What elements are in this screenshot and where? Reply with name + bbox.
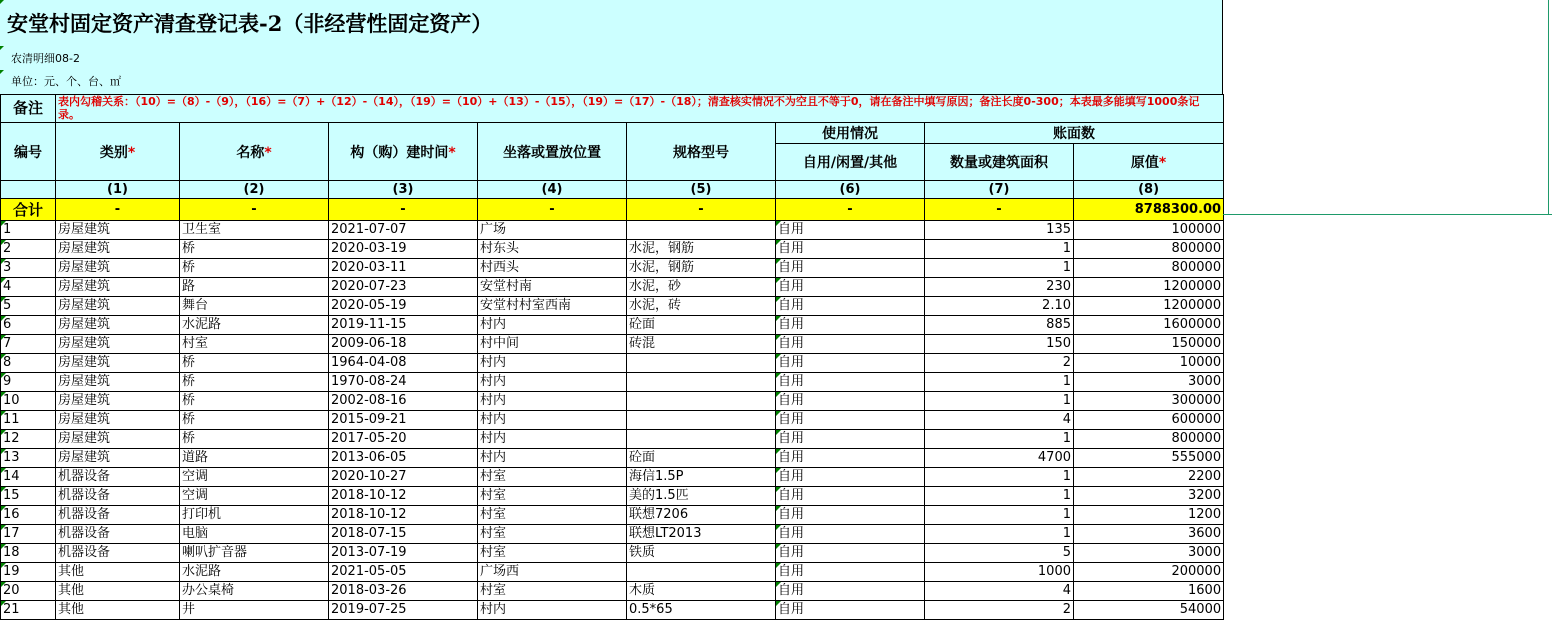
cell-value[interactable]: 200000 [1074,563,1224,582]
table-row [1,601,1224,620]
cell-build-time[interactable]: 2013-07-19 [329,544,478,563]
cell-category[interactable]: 机器设备 [56,487,180,506]
cell-qty[interactable]: 1 [925,259,1074,278]
cell-value[interactable]: 1600 [1074,582,1224,601]
index-cell-empty[interactable] [1,181,56,199]
cell-category[interactable]: 房屋建筑 [56,373,180,392]
table-row [1,544,1224,563]
cell-value[interactable]: 600000 [1074,411,1224,430]
cell-build-time[interactable]: 2018-10-12 [329,487,478,506]
cell-no[interactable]: 18 [1,544,56,563]
index-cell[interactable]: (1) [56,181,180,199]
table-row [1,240,1224,259]
table-row [1,354,1224,373]
cell-category[interactable]: 房屋建筑 [56,354,180,373]
table-row [1,449,1224,468]
cell-spec[interactable] [627,563,776,582]
cell-build-time[interactable]: 2018-10-12 [329,506,478,525]
cell-usage[interactable]: 自用 [776,221,925,240]
total-cell[interactable]: - [627,199,776,221]
col-header-build-time[interactable] [329,123,478,181]
cell-name[interactable]: 空调 [180,487,329,506]
cell-location[interactable]: 村内 [478,411,627,430]
cell-location[interactable]: 村内 [478,316,627,335]
cell-qty[interactable]: 2 [925,354,1074,373]
cell-name[interactable]: 办公桌椅 [180,582,329,601]
cell-qty[interactable]: 4700 [925,449,1074,468]
col-header-no[interactable]: 编号 [1,123,56,181]
cell-no[interactable]: 4 [1,278,56,297]
cell-name[interactable]: 桥 [180,392,329,411]
total-cell[interactable]: - [329,199,478,221]
col-header-spec[interactable]: 规格型号 [627,123,776,181]
cell-name[interactable]: 水泥路 [180,563,329,582]
cell-value[interactable]: 1200 [1074,506,1224,525]
cell-qty[interactable]: 1 [925,525,1074,544]
cell-category[interactable]: 房屋建筑 [56,259,180,278]
cell-location[interactable]: 村内 [478,449,627,468]
cell-build-time[interactable]: 1964-04-08 [329,354,478,373]
cell-category[interactable]: 其他 [56,601,180,620]
required-mark: * [1158,155,1167,171]
cell-name[interactable]: 道路 [180,449,329,468]
cell-name[interactable]: 井 [180,601,329,620]
cell-spec[interactable]: 铁质 [627,544,776,563]
cell-category[interactable]: 房屋建筑 [56,449,180,468]
cell-value[interactable]: 54000 [1074,601,1224,620]
cell-name[interactable]: 卫生室 [180,221,329,240]
cell-name[interactable]: 舞台 [180,297,329,316]
total-cell[interactable]: - [478,199,627,221]
cell-spec[interactable] [627,411,776,430]
cell-name[interactable]: 水泥路 [180,316,329,335]
cell-qty[interactable]: 1 [925,373,1074,392]
index-cell[interactable]: (3) [329,181,478,199]
cell-no[interactable]: 6 [1,316,56,335]
cell-value[interactable]: 800000 [1074,240,1224,259]
cell-spec[interactable]: 木质 [627,582,776,601]
cell-spec[interactable] [627,392,776,411]
cell-build-time[interactable]: 2013-06-05 [329,449,478,468]
cell-name[interactable]: 打印机 [180,506,329,525]
cell-category[interactable]: 房屋建筑 [56,392,180,411]
table-row [1,297,1224,316]
cell-no[interactable]: 1 [1,221,56,240]
cell-location[interactable]: 村室 [478,525,627,544]
cell-build-time[interactable]: 2020-07-23 [329,278,478,297]
cell-qty[interactable]: 5 [925,544,1074,563]
cell-usage[interactable]: 自用 [776,411,925,430]
cell-usage[interactable]: 自用 [776,392,925,411]
col-header-category-label: 类别 [99,144,128,161]
cell-build-time[interactable]: 2009-06-18 [329,335,478,354]
cell-build-time[interactable]: 2021-05-05 [329,563,478,582]
total-cell[interactable]: - [56,199,180,221]
cell-usage[interactable]: 自用 [776,544,925,563]
cell-location[interactable]: 村室 [478,487,627,506]
total-row [1,199,1224,221]
cell-category[interactable]: 机器设备 [56,544,180,563]
cell-spec[interactable]: 联想LT2013 [627,525,776,544]
cell-qty[interactable]: 4 [925,411,1074,430]
table-row [1,373,1224,392]
cell-usage[interactable]: 自用 [776,449,925,468]
cell-name[interactable]: 村室 [180,335,329,354]
cell-build-time[interactable]: 2018-03-26 [329,582,478,601]
cell-category[interactable]: 房屋建筑 [56,316,180,335]
cell-location[interactable]: 村中间 [478,335,627,354]
table-row [1,316,1224,335]
cell-value[interactable]: 150000 [1074,335,1224,354]
cell-name[interactable]: 桥 [180,259,329,278]
required-mark: * [127,144,136,161]
cell-value[interactable]: 3600 [1074,525,1224,544]
cell-location[interactable]: 村室 [478,544,627,563]
cell-qty[interactable]: 4 [925,582,1074,601]
cell-category[interactable]: 机器设备 [56,506,180,525]
table-row [1,335,1224,354]
cell-usage[interactable]: 自用 [776,316,925,335]
cell-qty[interactable]: 135 [925,221,1074,240]
cell-no[interactable]: 13 [1,449,56,468]
index-cell[interactable]: (5) [627,181,776,199]
col-header-value[interactable] [1074,144,1224,181]
cell-build-time[interactable]: 2019-07-25 [329,601,478,620]
note-row [1,95,1224,123]
table-row [1,582,1224,601]
cell-location[interactable]: 广场西 [478,563,627,582]
cell-spec[interactable]: 联想7206 [627,506,776,525]
cell-no[interactable]: 17 [1,525,56,544]
cell-qty[interactable]: 230 [925,278,1074,297]
col-group-usage[interactable]: 使用情况 [776,123,925,144]
col-group-book[interactable]: 账面数 [925,123,1224,144]
cell-no[interactable]: 15 [1,487,56,506]
cell-value[interactable]: 3000 [1074,544,1224,563]
grid-line [1223,214,1552,215]
cell-value[interactable]: 100000 [1074,221,1224,240]
note-text[interactable]: 表内勾稽关系：（10）=（8）-（9），（16）=（7）+（12）-（14），（19）=（10）+（13）-（15），（19）=（17）-（18）；清查核实情况不为空且不等于0，请在备注中填写原因；备注长度0-300；本表最多能填写1000条记录。 [56,95,1224,123]
cell-build-time[interactable]: 2021-07-07 [329,221,478,240]
col-header-value-label: 原值 [1130,155,1159,171]
total-label[interactable]: 合计 [1,199,56,221]
cell-usage[interactable]: 自用 [776,297,925,316]
col-header-build-time-label: 构（购）建时间 [350,144,449,161]
cell-location[interactable]: 村内 [478,354,627,373]
cell-spec[interactable]: 美的1.5匹 [627,487,776,506]
cell-spec[interactable] [627,373,776,392]
cell-value[interactable]: 10000 [1074,354,1224,373]
cell-name[interactable]: 电脑 [180,525,329,544]
cell-category[interactable]: 房屋建筑 [56,297,180,316]
cell-category[interactable]: 机器设备 [56,468,180,487]
cell-no[interactable]: 14 [1,468,56,487]
cell-category[interactable]: 房屋建筑 [56,221,180,240]
cell-location[interactable]: 村内 [478,601,627,620]
cell-usage[interactable]: 自用 [776,525,925,544]
cell-value[interactable]: 3200 [1074,487,1224,506]
asset-table [0,94,1224,620]
cell-qty[interactable]: 1 [925,487,1074,506]
cell-spec[interactable]: 水泥，砖 [627,297,776,316]
cell-category[interactable]: 房屋建筑 [56,430,180,449]
index-cell[interactable]: (6) [776,181,925,199]
cell-qty[interactable]: 2.10 [925,297,1074,316]
total-cell[interactable]: - [776,199,925,221]
required-mark: * [264,144,272,161]
cell-name[interactable]: 桥 [180,240,329,259]
cell-usage[interactable]: 自用 [776,278,925,297]
cell-location[interactable]: 村室 [478,582,627,601]
table-row [1,525,1224,544]
cell-category[interactable]: 其他 [56,563,180,582]
total-value[interactable]: 8788300.00 [1074,199,1224,221]
cell-qty[interactable]: 1 [925,430,1074,449]
index-cell[interactable]: (8) [1074,181,1224,199]
cell-build-time[interactable]: 2017-05-20 [329,430,478,449]
cell-no[interactable]: 20 [1,582,56,601]
cell-qty[interactable]: 885 [925,316,1074,335]
cell-category[interactable]: 房屋建筑 [56,411,180,430]
cell-usage[interactable]: 自用 [776,468,925,487]
cell-usage[interactable]: 自用 [776,601,925,620]
sheet-header [0,0,1223,94]
cell-name[interactable]: 桥 [180,354,329,373]
cell-usage[interactable]: 自用 [776,259,925,278]
cell-name[interactable]: 桥 [180,373,329,392]
cell-no[interactable]: 12 [1,430,56,449]
cell-qty[interactable]: 1 [925,240,1074,259]
cell-build-time[interactable]: 2018-07-15 [329,525,478,544]
cell-spec[interactable]: 砼面 [627,449,776,468]
cell-location[interactable]: 村内 [478,430,627,449]
cell-spec[interactable] [627,354,776,373]
cell-location[interactable]: 安堂村南 [478,278,627,297]
cell-build-time[interactable]: 1970-08-24 [329,373,478,392]
cell-spec[interactable]: 水泥，钢筋 [627,240,776,259]
cell-value[interactable]: 1200000 [1074,278,1224,297]
col-header-location[interactable]: 坐落或置放位置 [478,123,627,181]
cell-name[interactable]: 喇叭扩音器 [180,544,329,563]
cell-location[interactable]: 村室 [478,468,627,487]
cell-location[interactable]: 村内 [478,392,627,411]
cell-value[interactable]: 1200000 [1074,297,1224,316]
cell-spec[interactable] [627,221,776,240]
cell-usage[interactable]: 自用 [776,430,925,449]
cell-no[interactable]: 3 [1,259,56,278]
col-header-usage[interactable]: 自用/闲置/其他 [776,144,925,181]
cell-build-time[interactable]: 2002-08-16 [329,392,478,411]
cell-value[interactable]: 300000 [1074,392,1224,411]
cell-category[interactable]: 房屋建筑 [56,335,180,354]
cell-no[interactable]: 7 [1,335,56,354]
cell-usage[interactable]: 自用 [776,582,925,601]
cell-usage[interactable]: 自用 [776,487,925,506]
cell-no[interactable]: 8 [1,354,56,373]
cell-no[interactable]: 5 [1,297,56,316]
cell-spec[interactable]: 水泥，砂 [627,278,776,297]
cell-usage[interactable]: 自用 [776,506,925,525]
cell-qty[interactable]: 1000 [925,563,1074,582]
cell-value[interactable]: 555000 [1074,449,1224,468]
cell-value[interactable]: 3000 [1074,373,1224,392]
cell-qty[interactable]: 2 [925,601,1074,620]
cell-qty[interactable]: 1 [925,392,1074,411]
cell-spec[interactable]: 海信1.5P [627,468,776,487]
cell-name[interactable]: 桥 [180,411,329,430]
header-row [1,123,1224,144]
total-cell[interactable]: - [925,199,1074,221]
cell-location[interactable]: 村东头 [478,240,627,259]
table-row [1,487,1224,506]
index-cell[interactable]: (2) [180,181,329,199]
cell-category[interactable]: 其他 [56,582,180,601]
required-mark: * [448,144,456,161]
cell-category[interactable]: 房屋建筑 [56,278,180,297]
table-row [1,221,1224,240]
cell-location[interactable]: 安堂村村室西南 [478,297,627,316]
index-row [1,181,1224,199]
form-code[interactable]: 农清明细08-2 [0,46,1222,70]
table-row [1,278,1224,297]
cell-value[interactable]: 2200 [1074,468,1224,487]
cell-location[interactable]: 村内 [478,373,627,392]
cell-name[interactable]: 桥 [180,430,329,449]
cell-category[interactable]: 机器设备 [56,525,180,544]
cell-qty[interactable]: 150 [925,335,1074,354]
table-row [1,506,1224,525]
cell-spec[interactable]: 砖混 [627,335,776,354]
cell-spec[interactable]: 水泥，钢筋 [627,259,776,278]
cell-no[interactable]: 11 [1,411,56,430]
table-body [1,221,1224,620]
note-label[interactable]: 备注 [1,95,56,123]
cell-usage[interactable]: 自用 [776,240,925,259]
cell-qty[interactable]: 1 [925,506,1074,525]
cell-spec[interactable]: 砼面 [627,316,776,335]
cell-location[interactable]: 村室 [478,506,627,525]
col-header-name[interactable] [180,123,329,181]
col-header-qty[interactable]: 数量或建筑面积 [925,144,1074,181]
cell-category[interactable]: 房屋建筑 [56,240,180,259]
cell-build-time[interactable]: 2015-09-21 [329,411,478,430]
cell-usage[interactable]: 自用 [776,335,925,354]
page-title[interactable]: 安堂村固定资产清查登记表-2（非经营性固定资产） [7,11,493,36]
cell-usage[interactable]: 自用 [776,373,925,392]
cell-no[interactable]: 2 [1,240,56,259]
cell-value[interactable]: 800000 [1074,259,1224,278]
cell-no[interactable]: 19 [1,563,56,582]
table-row [1,411,1224,430]
cell-qty[interactable]: 1 [925,468,1074,487]
cell-build-time[interactable]: 2020-05-19 [329,297,478,316]
table-row [1,259,1224,278]
table-row [1,468,1224,487]
table-row [1,430,1224,449]
col-header-category[interactable] [56,123,180,181]
cell-usage[interactable]: 自用 [776,563,925,582]
index-cell[interactable]: (4) [478,181,627,199]
cell-no[interactable]: 21 [1,601,56,620]
cell-build-time[interactable]: 2020-03-19 [329,240,478,259]
cell-usage[interactable]: 自用 [776,354,925,373]
cell-value[interactable]: 800000 [1074,430,1224,449]
table-row [1,563,1224,582]
cell-no[interactable]: 10 [1,392,56,411]
index-cell[interactable]: (7) [925,181,1074,199]
cell-no[interactable]: 16 [1,506,56,525]
col-header-name-label: 名称 [236,144,265,161]
cell-build-time[interactable]: 2020-10-27 [329,468,478,487]
unit-label[interactable]: 单位：元、个、台、㎡ [0,70,1222,94]
table-row [1,392,1224,411]
cell-build-time[interactable]: 2020-03-11 [329,259,478,278]
cell-location[interactable]: 村西头 [478,259,627,278]
cell-spec[interactable]: 0.5*65 [627,601,776,620]
cell-no[interactable]: 9 [1,373,56,392]
total-cell[interactable]: - [180,199,329,221]
cell-name[interactable]: 空调 [180,468,329,487]
grid-line [1548,0,1549,214]
cell-spec[interactable] [627,430,776,449]
cell-location[interactable]: 广场 [478,221,627,240]
cell-name[interactable]: 路 [180,278,329,297]
cell-build-time[interactable]: 2019-11-15 [329,316,478,335]
cell-value[interactable]: 1600000 [1074,316,1224,335]
